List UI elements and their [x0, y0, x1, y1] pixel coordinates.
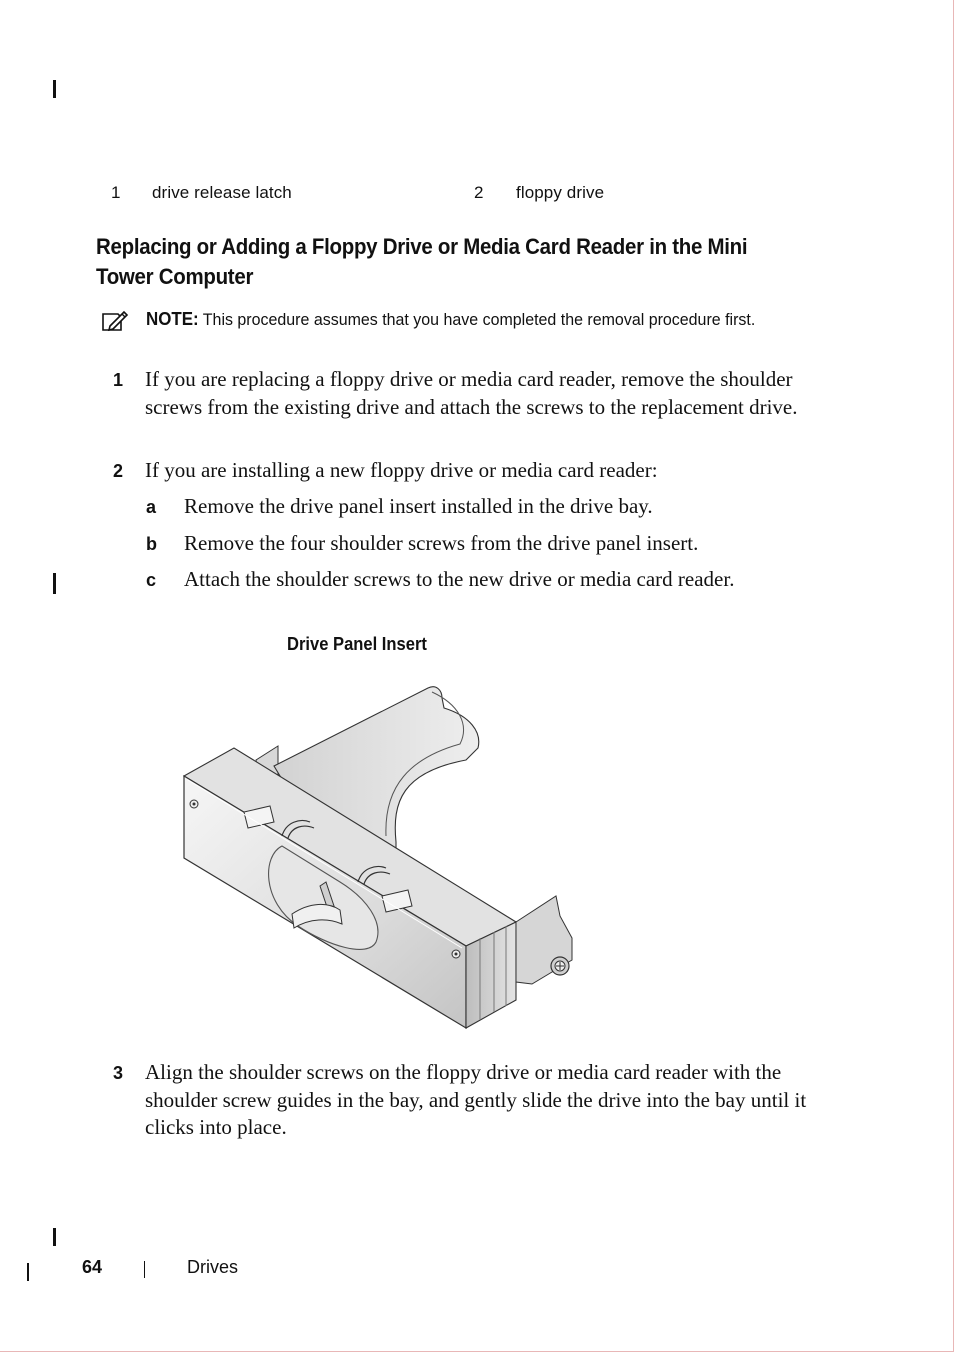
- step-number: 3: [113, 1063, 124, 1083]
- step-text: If you are installing a new floppy drive or media card reader:: [145, 458, 658, 482]
- legend-label: drive release latch: [152, 183, 292, 202]
- crop-mark: [53, 80, 56, 98]
- step-number: 2: [113, 461, 124, 481]
- legend-number: 1: [111, 183, 121, 202]
- substep-text: Remove the drive panel insert installed in the drive bay.: [184, 494, 653, 518]
- legend-label: floppy drive: [516, 183, 605, 202]
- crop-mark: [27, 1263, 29, 1281]
- substep-letter: a: [146, 497, 157, 517]
- pencil-note-icon: [100, 309, 130, 333]
- page-number: 64: [82, 1257, 103, 1277]
- note-label: NOTE:: [146, 309, 199, 329]
- crop-mark: [53, 1228, 56, 1246]
- substep-letter: c: [146, 570, 157, 590]
- substep-a: [146, 493, 824, 521]
- step-3: [113, 1059, 825, 1142]
- substep-text: Attach the shoulder screws to the new drive or media card reader.: [184, 567, 735, 591]
- note-text: [146, 307, 785, 332]
- section-heading: Replacing or Adding a Floppy Drive or Media Card Reader in the Mini Tower Computer: [96, 234, 748, 289]
- drive-panel-insert-illustration: [170, 676, 590, 1036]
- footer-section: Drives: [187, 1257, 239, 1277]
- note-body: This procedure assumes that you have completed the removal procedure first.: [202, 310, 756, 329]
- substep-letter: b: [146, 534, 157, 554]
- substep-text: Remove the four shoulder screws from the drive panel insert.: [184, 531, 699, 555]
- step-text: If you are replacing a floppy drive or media card reader, remove the shoulder screws from the existing drive and attach the screws to the replacement drive.: [145, 367, 798, 419]
- step-text: Align the shoulder screws on the floppy drive or media card reader with the shoulder screw guides in the bay, and gently slide the drive into the bay until it clicks into place.: [145, 1060, 807, 1139]
- footer-divider: [144, 1261, 145, 1278]
- step-number: 1: [113, 370, 124, 390]
- substep-c: [146, 566, 824, 594]
- step-1: [113, 366, 825, 421]
- crop-mark: [53, 573, 56, 594]
- step-2: [113, 457, 825, 485]
- legend-number: 2: [474, 183, 484, 202]
- figure-caption: Drive Panel Insert: [287, 634, 427, 654]
- substep-b: [146, 530, 824, 558]
